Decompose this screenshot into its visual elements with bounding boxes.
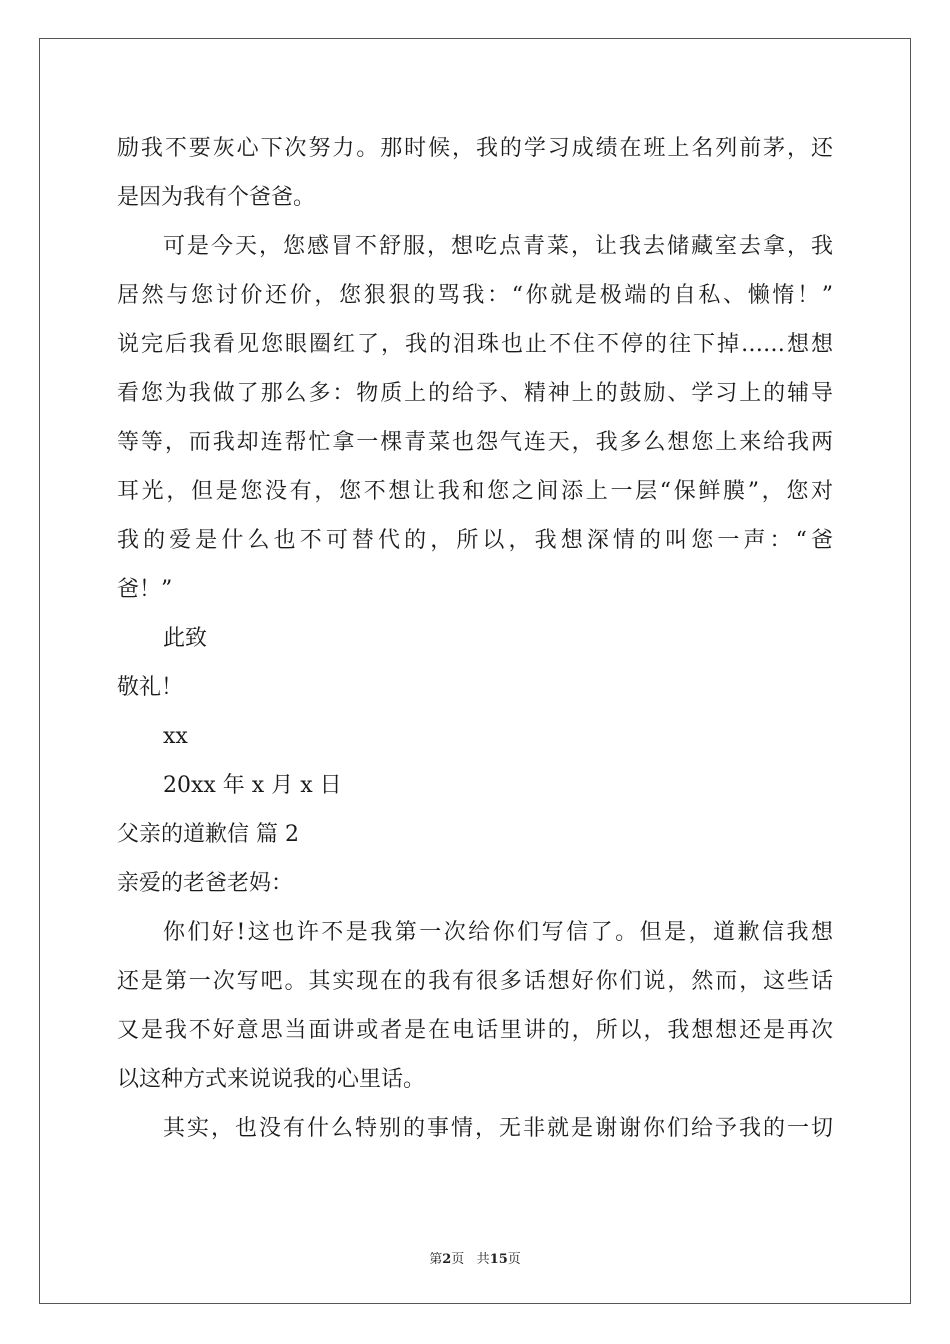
current-page-number: 2	[442, 1252, 452, 1267]
total-pages: 15	[489, 1252, 508, 1267]
document-body	[117, 124, 833, 1153]
greeting: 亲爱的老爸老妈：	[117, 871, 294, 896]
footer-total-prefix: 共	[476, 1252, 490, 1267]
text-line: 是因为我有个爸爸。	[117, 185, 316, 210]
text-line: 说完后我看见您眼圈红了，我的泪珠也止不住不停的往下掉……想想	[117, 332, 833, 357]
text-line: 看您为我做了那么多：物质上的给予、精神上的鼓励、学习上的辅导	[117, 381, 833, 406]
paragraph-start: 可是今天，您感冒不舒服，想吃点青菜，让我去储藏室去拿，我	[163, 234, 833, 259]
footer-prefix: 第	[429, 1252, 443, 1267]
signature: xx	[163, 724, 188, 749]
text-line: 耳光，但是您没有，您不想让我和您之间添上一层“保鲜膜”，您对	[117, 479, 833, 504]
text-line: 励我不要灰心下次努力。那时候，我的学习成绩在班上名列前茅，还	[117, 136, 833, 161]
closing-salutation: 此致	[163, 626, 208, 651]
footer-page-suffix: 页	[451, 1252, 465, 1267]
paragraph-start: 你们好!这也许不是我第一次给你们写信了。但是，道歉信我想	[163, 920, 833, 945]
closing-respect: 敬礼！	[117, 675, 184, 700]
text-line: 居然与您讨价还价，您狠狠的骂我：“你就是极端的自私、懒惰！”	[117, 283, 833, 308]
section-heading: 父亲的道歉信 篇 2	[117, 822, 299, 847]
text-line: 等等，而我却连帮忙拿一棵青菜也怨气连天，我多么想您上来给我两	[117, 430, 833, 455]
footer-total-suffix: 页	[507, 1252, 521, 1267]
paragraph-start: 其实，也没有什么特别的事情，无非就是谢谢你们给予我的一切	[163, 1116, 833, 1141]
text-line: 我的爱是什么也不可替代的，所以，我想深情的叫您一声：“爸	[117, 528, 833, 553]
text-line: 以这种方式来说说我的心里话。	[117, 1067, 426, 1092]
date: 20xx 年 x 月 x 日	[163, 773, 342, 798]
text-line: 爸！”	[117, 577, 173, 602]
text-line: 又是我不好意思当面讲或者是在电话里讲的，所以，我想想还是再次	[117, 1018, 833, 1043]
text-line: 还是第一次写吧。其实现在的我有很多话想好你们说，然而，这些话	[117, 969, 833, 994]
page-footer	[0, 1248, 950, 1267]
